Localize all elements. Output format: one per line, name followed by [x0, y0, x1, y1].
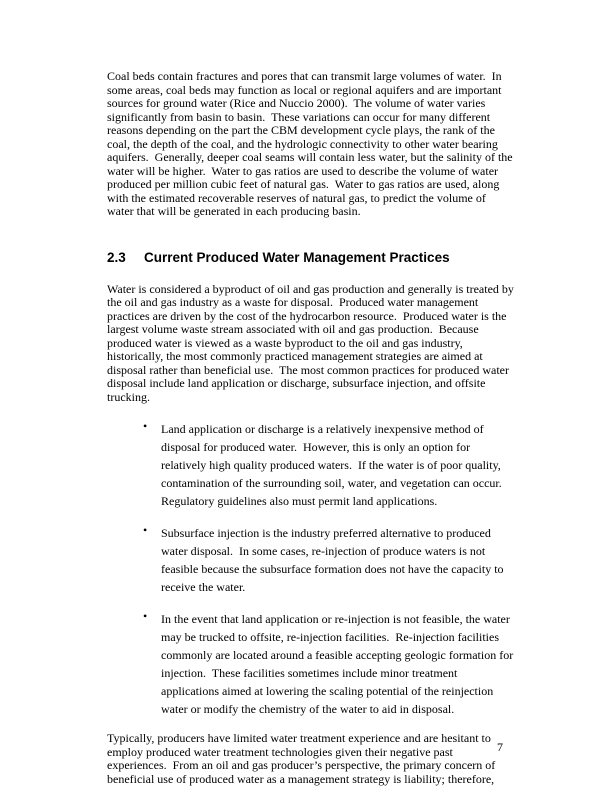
bullet-list [107, 419, 517, 718]
section-number: 2.3 [107, 249, 126, 265]
paragraph-coal-beds: Coal beds contain fractures and pores that can transmit large volumes of water. In some areas, coal beds may function as local or regional aquifers and are important sources for ground water (Rice and Nuccio 2000). The volume of water varies significantly from basin to basin. These variations can occur for many different reasons depending on the part the CBM development cycle plays, the rank of the coal, the depth of the coal, and the hydrologic connectivity to other water bearing aquifers. Generally, deeper coal seams will contain less water, but the salinity of the water will be higher. Water to gas ratios are used to describe the volume of water produced per million cubic feet of natural gas. Water to gas ratios are used, along with the estimated recoverable reserves of natural gas, to predict the volume of water that will be generated in each producing basin. [107, 69, 516, 218]
section-title: Current Produced Water Management Practices [144, 249, 450, 265]
paragraph-produced-water-management: Water is considered a byproduct of oil and gas production and generally is treated by the oil and gas industry as a waste for disposal. Produced water management practices are driven by the cost of the hydrocarbon resource. Produced water is the largest volume waste stream associated with oil and gas production. Because produced water is viewed as a waste byproduct to the oil and gas industry, historically, the most commonly practiced management strategies are aimed at disposal rather than beneficial use. The most common practices for produced water disposal include land application or discharge, subsurface injection, and offsite trucking. [107, 281, 517, 404]
paragraph-producers-experience: Typically, producers have limited water treatment experience and are hesitant to employ produced water treatment technologies given their negative past experiences. From an oil and gas producer’s perspective, the primary concern of beneficial use of produced water as a management strategy is liability; therefore, [107, 731, 499, 786]
bullet-text: In the event that land application or re-injection is not feasible, the water may be trucked to offsite, re-injection facilities. Re-injection facilities commonly are located around a feasible accepting geologic formation for injection. These facilities sometimes include minor treatment applications aimed at lowering the scaling potential of the reinjection water or modify the chemistry of the water to aid in disposal. [161, 612, 517, 716]
bullet-icon: • [143, 609, 148, 623]
bullet-item-land-application [107, 420, 514, 510]
bullet-text: Subsurface injection is the industry preferred alternative to produced water disposal. In some cases, re-injection of produce waters is not feasible because the subsurface formation does not have the capacity to receive the water. [161, 526, 507, 594]
bullet-item-offsite-trucking [107, 609, 517, 718]
bullet-item-subsurface-injection [107, 524, 514, 596]
bullet-icon: • [143, 523, 148, 537]
page-number: 7 [497, 740, 503, 754]
section-heading [107, 250, 514, 266]
page-content [107, 69, 517, 786]
bullet-icon: • [143, 419, 148, 433]
bullet-text: Land application or discharge is a relatively inexpensive method of disposal for produced water. However, this is only an option for relatively high quality produced waters. If the water is of poor quality, contamination of the surrounding soil, water, and vegetation can occur. Regulatory guidelines also must permit land applications. [161, 422, 508, 508]
